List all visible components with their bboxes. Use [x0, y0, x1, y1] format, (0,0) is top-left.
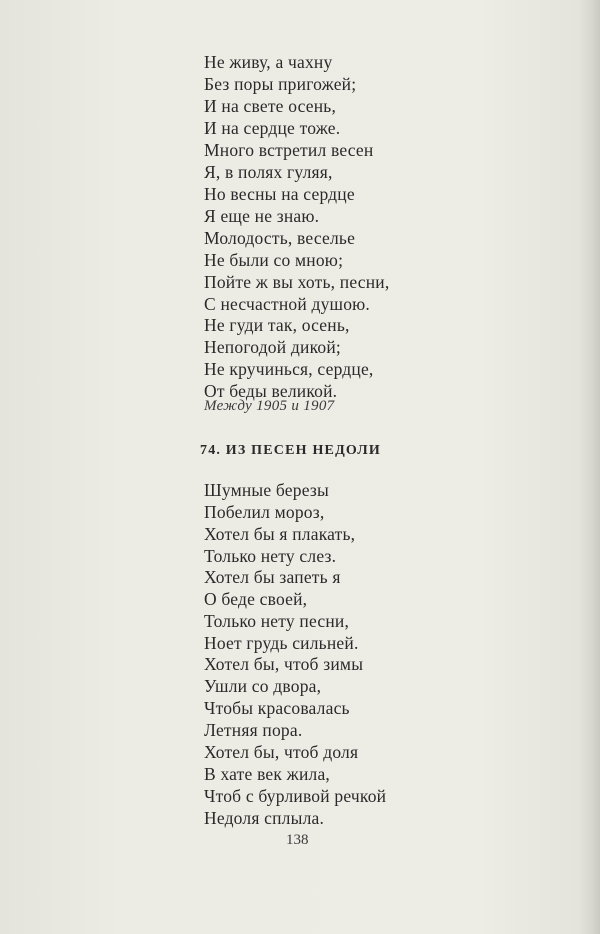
verse-line: Хотел бы, чтоб зимы: [204, 654, 364, 674]
verse-line: Непогодой дикой;: [204, 337, 341, 357]
verse-line: Хотел бы я плакать,: [204, 524, 356, 544]
verse-line: От беды великой.: [204, 381, 338, 401]
verse-line: Недоля сплыла.: [204, 808, 325, 828]
page-number: 138: [286, 832, 309, 848]
poem-73-stanza-4: [204, 314, 374, 402]
poem-74-stanza-4: [204, 741, 386, 829]
verse-line: Чтоб с бурливой речкой: [204, 786, 387, 806]
verse-line: Не живу, а чахну: [204, 52, 333, 72]
poem-74-stanza-1: [204, 479, 355, 567]
verse-line: Без поры пригожей;: [204, 74, 357, 94]
poem-date: Между 1905 и 1907: [204, 398, 335, 414]
verse-line: Ушли со двора,: [204, 676, 322, 696]
verse-line: Только нету слез.: [204, 546, 337, 566]
verse-line: Не гуди так, осень,: [204, 315, 350, 335]
page-edge-shadow: [578, 0, 600, 934]
verse-line: Не были со мною;: [204, 250, 344, 270]
verse-line: О беде своей,: [204, 589, 308, 609]
verse-line: Пойте ж вы хоть, песни,: [204, 272, 390, 292]
verse-line: Я еще не знаю.: [204, 206, 320, 226]
poem-heading: 74. ИЗ ПЕСЕН НЕДОЛИ: [200, 443, 382, 458]
poem-74-stanza-3: [204, 653, 363, 741]
verse-line: Много встретил весен: [204, 140, 374, 160]
verse-line: С несчастной душою.: [204, 294, 370, 314]
verse-line: Чтобы красовалась: [204, 698, 350, 718]
verse-line: Хотел бы, чтоб доля: [204, 742, 359, 762]
poem-73-stanza-2: [204, 139, 373, 227]
verse-line: И на свете осень,: [204, 96, 337, 116]
verse-line: Но весны на сердце: [204, 184, 355, 204]
verse-line: Только нету песни,: [204, 611, 350, 631]
verse-line: Молодость, веселье: [204, 228, 356, 248]
poem-74-stanza-2: [204, 566, 359, 654]
verse-line: И на сердце тоже.: [204, 118, 341, 138]
verse-line: Летняя пора.: [204, 720, 303, 740]
poem-73-stanza-1: [204, 51, 356, 139]
verse-line: Побелил мороз,: [204, 502, 325, 522]
verse-line: Ноет грудь сильней.: [204, 633, 359, 653]
verse-line: Я, в полях гуляя,: [204, 162, 333, 182]
poem-73-stanza-3: [204, 227, 389, 315]
verse-line: Шумные березы: [204, 480, 329, 500]
verse-line: В хате век жила,: [204, 764, 331, 784]
verse-line: Не кручинься, сердце,: [204, 359, 374, 379]
verse-line: Хотел бы запеть я: [204, 567, 341, 587]
